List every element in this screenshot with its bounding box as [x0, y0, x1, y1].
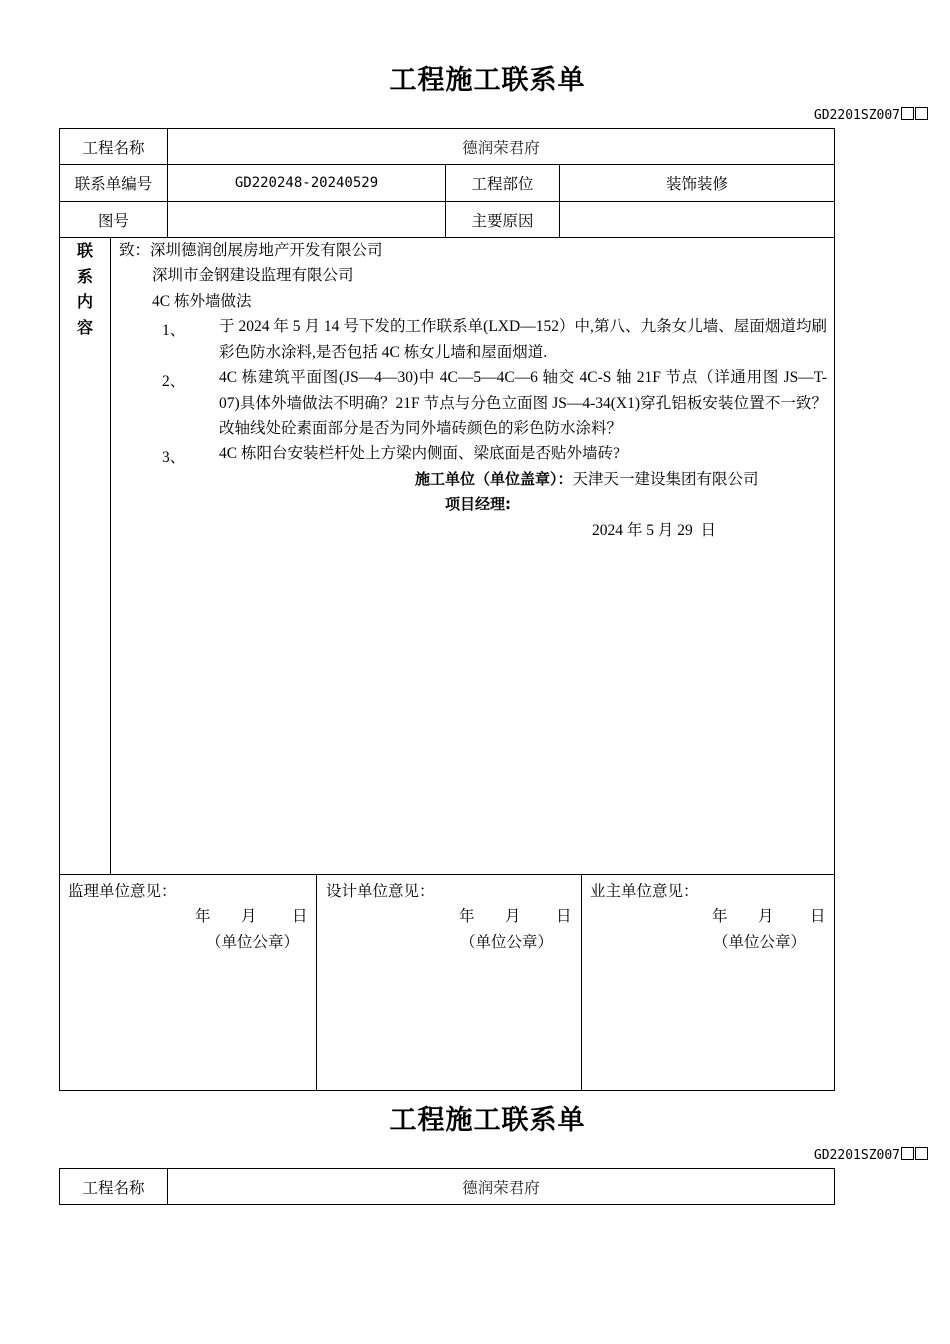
project-name-value: 德润荣君府 — [462, 139, 540, 157]
table-border — [110, 237, 111, 875]
form-title: 工程施工联系单 — [389, 1105, 586, 1136]
construction-unit-value: 天津天一建设集团有限公司 — [572, 471, 759, 488]
content-label — [60, 238, 110, 340]
recipient-2: 深圳市金钢建设监理有限公司 — [152, 267, 354, 284]
checkbox-placeholder-icon — [900, 107, 928, 123]
table-border — [316, 874, 317, 1091]
drawing-no-label: 图号 — [97, 211, 129, 230]
construction-unit-line — [415, 467, 759, 493]
project-name-label: 工程名称 — [82, 1178, 145, 1197]
supervision-seal: （单位公章） — [206, 933, 300, 951]
table-border — [834, 1168, 835, 1205]
supervision-date-year: 年 — [195, 907, 211, 925]
content-label-char: 联 — [76, 241, 93, 260]
checkbox-placeholder-icon — [900, 1147, 928, 1163]
subject: 4C 栋外墙做法 — [152, 293, 252, 310]
design-date-month: 月 — [505, 907, 521, 925]
item-number: 1、 — [162, 322, 186, 339]
content-label-char: 系 — [76, 266, 93, 286]
sign-date: 2024 年 5 月 29 日 — [592, 522, 717, 539]
table-border — [59, 1090, 835, 1091]
to-prefix: 致： — [119, 242, 151, 259]
supervision-date-month: 月 — [241, 907, 257, 925]
owner-date-year: 年 — [712, 907, 728, 925]
construction-unit-label: 施工单位（单位盖章）： — [415, 470, 573, 488]
form-title: 工程施工联系单 — [389, 65, 586, 96]
content-label-char: 容 — [76, 317, 93, 337]
item-text: 于 2024 年 5 月 14 号下发的工作联系单(LXD—152）中,第八、九条女儿墙、屋面烟道均刷彩色防水涂料,是否包括 4C 栋女儿墙和屋面烟道. — [219, 318, 827, 361]
form-code — [814, 107, 928, 123]
design-seal: （单位公章） — [460, 933, 554, 951]
contact-no-label: 联系单编号 — [74, 175, 153, 193]
content-label-char: 内 — [76, 292, 93, 311]
project-part-value: 装饰装修 — [665, 175, 728, 193]
main-reason-label: 主要原因 — [471, 211, 534, 230]
form-code-text: GD2201SZ007 — [813, 108, 900, 123]
table-border — [581, 874, 582, 1091]
project-manager-label: 项目经理: — [445, 495, 511, 513]
item-text: 4C 栋阳台安装栏杆处上方梁内侧面、梁底面是否贴外墙砖? — [219, 445, 620, 462]
project-name-label: 工程名称 — [82, 138, 145, 157]
contact-no-value: GD220248-20240529 — [234, 175, 379, 191]
table-border — [834, 128, 835, 1091]
design-date-year: 年 — [459, 907, 475, 925]
project-part-label: 工程部位 — [471, 175, 534, 193]
form-code — [814, 1147, 928, 1163]
recipient-line-1 — [119, 238, 383, 264]
form-code-text: GD2201SZ007 — [813, 1148, 900, 1163]
project-name-value: 德润荣君府 — [462, 1179, 540, 1197]
table-border — [59, 874, 835, 875]
recipient-1: 深圳德润创展房地产开发有限公司 — [150, 242, 383, 259]
table-border — [59, 1204, 835, 1205]
owner-date-month: 月 — [758, 907, 774, 925]
owner-seal: （单位公章） — [713, 933, 807, 951]
design-opinion-label: 设计单位意见： — [326, 882, 435, 900]
main-reason-value — [560, 202, 834, 237]
drawing-no-value — [168, 202, 445, 237]
item-text: 4C 栋建筑平面图(JS—4—30)中 4C—5—4C—6 轴交 4C-S 轴 21F 节点（详通用图 JS—T-07)具体外墙做法不明确？21F 节点与分色立面图 JS—4-34(X1)穿孔铝板安装位置不一致？改轴线处砼素面部分是否为同外墙砖颜色的彩色防水涂料？ — [219, 369, 827, 437]
owner-date-day: 日 — [810, 907, 826, 925]
supervision-date-day: 日 — [292, 907, 308, 925]
owner-opinion-label: 业主单位意见： — [590, 882, 699, 900]
design-date-day: 日 — [556, 907, 572, 925]
item-number: 3、 — [162, 449, 186, 466]
supervision-opinion-label: 监理单位意见： — [68, 882, 177, 900]
item-number: 2、 — [162, 373, 186, 390]
